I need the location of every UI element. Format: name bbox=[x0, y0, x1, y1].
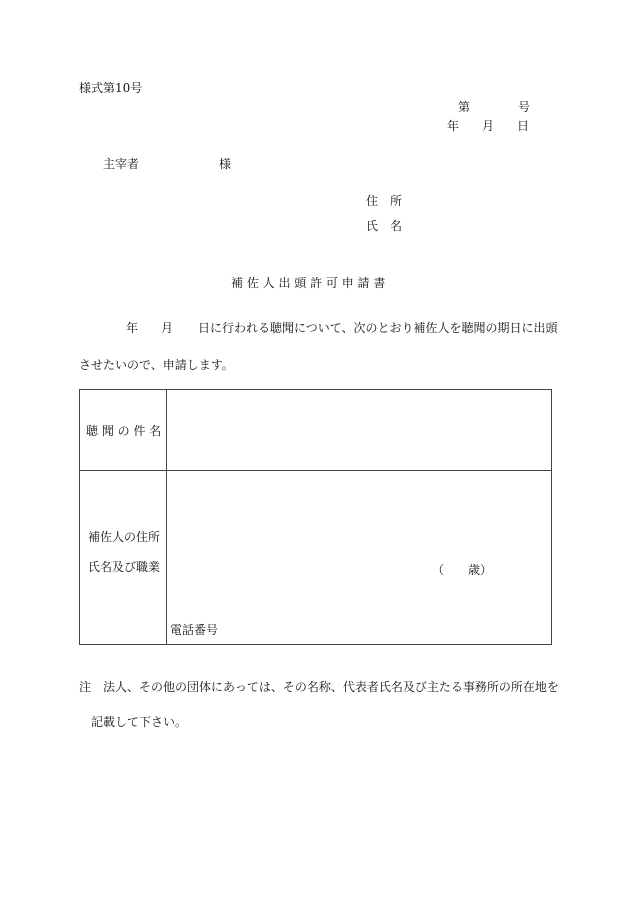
phone-label: 電話番号 bbox=[170, 623, 219, 637]
header-dai: 第 bbox=[458, 100, 471, 114]
body-line2: させたいので、申請します。 bbox=[79, 358, 234, 372]
body-line1: 日に行われる聴聞について、次のとおり補佐人を聴聞の期日に出頭 bbox=[198, 321, 558, 335]
application-table bbox=[79, 389, 552, 645]
header-year: 年 bbox=[447, 119, 460, 133]
header-go: 号 bbox=[518, 100, 531, 114]
form-number: 様式第10号 bbox=[79, 81, 143, 95]
assistant-info-label-2: 氏名及び職業 bbox=[88, 560, 161, 574]
body-month: 月 bbox=[161, 321, 174, 335]
table-vertical-divider bbox=[166, 390, 167, 644]
applicant-address-label: 住 所 bbox=[366, 194, 403, 208]
header-day: 日 bbox=[517, 119, 530, 133]
applicant-name-label: 氏 名 bbox=[366, 219, 403, 233]
hearing-subject-label: 聴 聞 の 件 名 bbox=[86, 424, 162, 438]
document-title: 補 佐 人 出 頭 許 可 申 請 書 bbox=[231, 276, 386, 290]
table-horizontal-divider bbox=[80, 470, 551, 471]
addressee-title: 主宰者 bbox=[103, 157, 140, 171]
age-field: （ 歳） bbox=[432, 563, 493, 577]
assistant-info-label-1: 補佐人の住所 bbox=[88, 530, 161, 544]
note-line2: 記載して下さい。 bbox=[91, 715, 188, 729]
addressee-honorific: 様 bbox=[219, 157, 232, 171]
body-year: 年 bbox=[126, 321, 139, 335]
header-month: 月 bbox=[482, 119, 495, 133]
note-line1: 注 法人、その他の団体にあっては、その名称、代表者氏名及び主たる事務所の所在地を bbox=[79, 680, 559, 694]
